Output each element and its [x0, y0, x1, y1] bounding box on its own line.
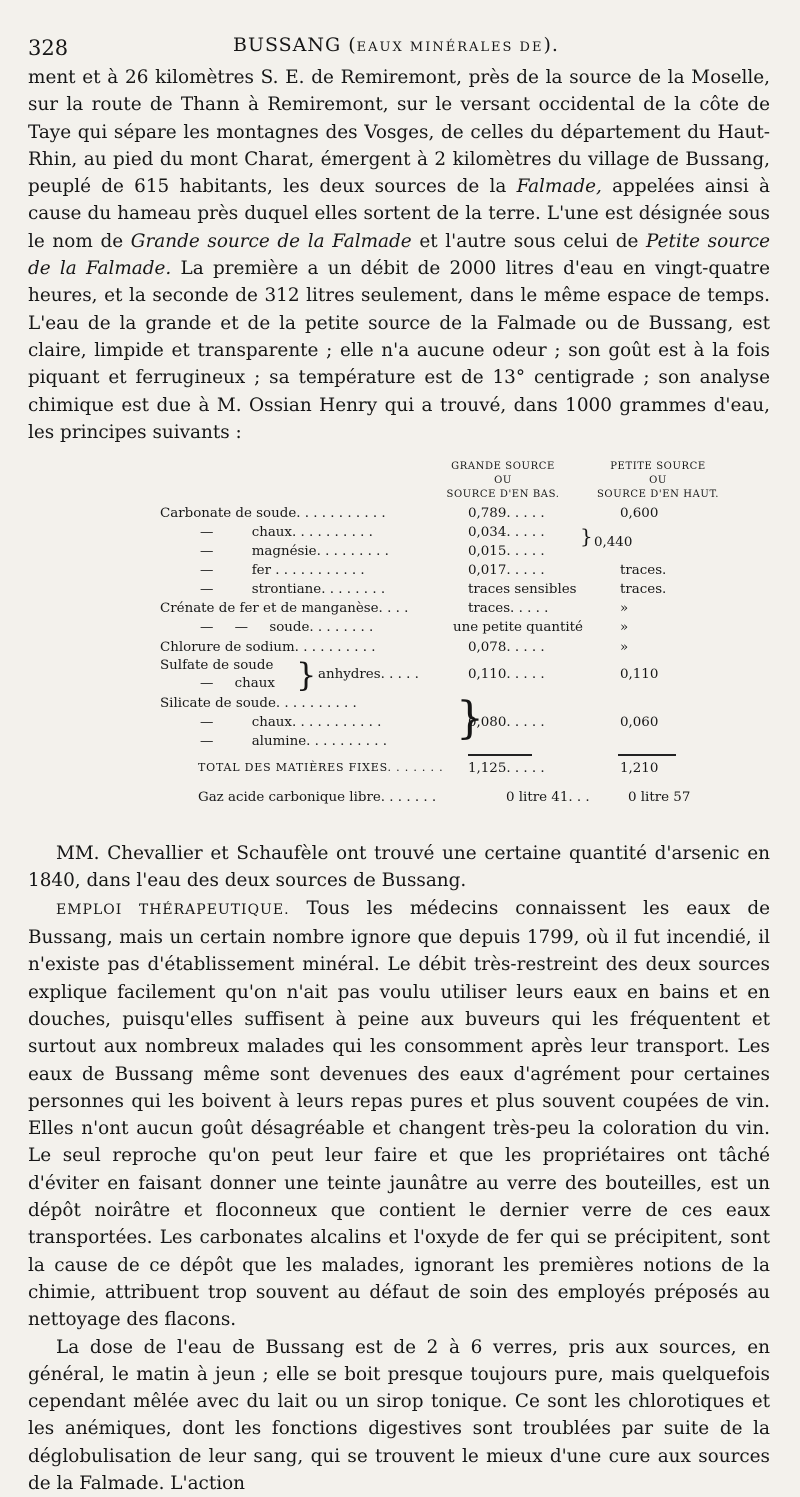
paragraph-emploi-text: Tous les médecins connaissent les eaux de Bussang, mais un certain nombre ignore que depuis 1799, où il fut incendié, il n'existe pas d'établissement minéral. Le débit très-restreint des deux sources explique facilement qu'on n'ait pas voulu utiliser leurs eaux en bains et en douches, puisqu'elles suffisent à peine aux buveurs qui les fréquentent et surtout aux nombreux malades qui les consomment après leur transport. Les eaux de Bussang même sont devenues des eaux d'agrément pour certaines personnes qui les boivent à leurs repas pures et plus souvent coupées de vin. Elles n'ont aucun goût désagréable et changent très-peu la coloration du vin. Le seul reproche qu'on peut leur faire et que les propriétaires ont tâché d'éviter en faisant donner une teinte jaunâtre au verre des bouteilles, est un dépôt noirâtre et floconneux que contient le dernier verre de ces eaux transportées. Les carbonates alcalins et l'oxyde de fer qui se précipitent, sont la cause de ce dépôt que les malades, ignorant les premières notions de la chimie, attribuent trop souvent au défaut de soin des employés préposés au nettoyage des flacons.	[28, 898, 770, 1330]
table-row	[28, 696, 770, 716]
col2-h1: OU	[583, 474, 733, 488]
row-v1: 0,110. . . . .	[468, 667, 545, 682]
row-v2: »	[620, 640, 628, 655]
intro-text-d: La première a un débit de 2000 litres d'eau en vingt-quatre heures, et la seconde de 312 litres seulement, dans le même espace de temps. L'eau de la grande et de la petite source de la Falmade ou de Bussang, est claire, limpide et transparente ; elle n'a aucune odeur ; son goût est à la fois piquant et ferrugineux ; sa température est de 13° centigrade ; son analyse chimique est due à M. Ossian Henry qui a trouvé, dans 1000 grammes d'eau, les principes suivants :	[28, 258, 770, 443]
table-row	[28, 734, 770, 754]
intro-grande: Grande source de la Falmade	[131, 231, 412, 252]
table-row-total	[28, 761, 770, 781]
running-head-main: BUSSANG (	[233, 34, 357, 56]
total-rule	[618, 754, 676, 756]
paragraph-emploi	[28, 895, 770, 1334]
row-v1: traces. . . . .	[468, 601, 548, 616]
row-label: Sulfate de soude	[160, 658, 273, 673]
paragraph-dose: La dose de l'eau de Bussang est de 2 à 6 verres, pris aux sources, en général, le matin à jeun ; elle se boit presque toujours pure, mais quelquefois cependant mêlée avec du lait ou un sirop tonique. Ce sont les chlorotiques et les anémiques, dont les fonctions digestives sont troublées par suite de la déglobulisation de leur sang, qui se trouvent le mieux d'une cure aux sources de la Falmade. L'action	[28, 1334, 770, 1497]
table-row	[28, 544, 770, 564]
total-v1: 1,125. . . . .	[468, 761, 545, 776]
row-v1: 0,015. . . . .	[468, 544, 545, 559]
table-row	[28, 715, 770, 735]
row-label: Silicate de soude. . . . . . . . . .	[160, 696, 357, 711]
analysis-table	[28, 460, 770, 840]
row-v2: 0,600	[620, 506, 658, 521]
col-header-grande	[433, 460, 573, 502]
table-row-gas	[28, 790, 770, 810]
gas-label: Gaz acide carbonique libre. . . . . . .	[198, 790, 436, 805]
row-label: Carbonate de soude. . . . . . . . . . .	[160, 506, 386, 521]
table-row	[28, 525, 770, 545]
gas-v2: 0 litre 57	[628, 790, 690, 805]
table-row	[28, 667, 770, 687]
col1-h0: GRANDE SOURCE	[433, 460, 573, 474]
brace-icon: }	[456, 695, 484, 743]
intro-paragraph	[28, 64, 770, 446]
col2-h0: PETITE SOURCE	[583, 460, 733, 474]
running-head	[233, 34, 559, 56]
gas-v1: 0 litre 41. . .	[506, 790, 590, 805]
row-v1: 0,080. . . . .	[468, 715, 545, 730]
col-header-petite	[583, 460, 733, 502]
table-row	[28, 640, 770, 660]
table-row	[28, 563, 770, 583]
brace-icon: }	[580, 526, 593, 546]
row-label: — — soude. . . . . . . .	[200, 620, 373, 635]
total-v2: 1,210	[620, 761, 658, 776]
total-rule	[468, 754, 532, 756]
table-row	[28, 601, 770, 621]
row-label: Chlorure de sodium. . . . . . . . . .	[160, 640, 376, 655]
col2-h2: SOURCE D'EN HAUT.	[583, 488, 733, 502]
paragraph-arsenic: MM. Chevallier et Schaufèle ont trouvé une certaine quantité d'arsenic en 1840, dans l'eau des deux sources de Bussang.	[28, 840, 770, 895]
page-number: 328	[28, 36, 68, 60]
row-v2: »	[620, 601, 628, 616]
row-v1: 0,017. . . . .	[468, 563, 545, 578]
total-label: TOTAL DES MATIÈRES FIXES. . . . . . .	[198, 761, 443, 774]
intro-falmade: Falmade,	[517, 176, 602, 197]
row-label: — strontiane. . . . . . . .	[200, 582, 385, 597]
row-label: Crénate de fer et de manganèse. . . .	[160, 601, 408, 616]
row-v2: traces.	[620, 563, 666, 578]
intro-text-c: et l'autre sous celui de	[412, 231, 646, 252]
col1-h2: SOURCE D'EN BAS.	[433, 488, 573, 502]
section-heading: EMPLOI THÉRAPEUTIQUE.	[56, 902, 290, 918]
row-label: — fer . . . . . . . . . . .	[200, 563, 365, 578]
row-label: — chaux. . . . . . . . . .	[200, 525, 373, 540]
row-v2: 0,110	[620, 667, 658, 682]
intro-petite: Petite source de la Falmade.	[28, 231, 770, 279]
row-v1: 0,078. . . . .	[468, 640, 545, 655]
intro-text-a: ment et à 26 kilomètres S. E. de Remiremont, près de la source de la Moselle, sur la route de Thann à Remiremont, sur le versant occidental de la côte de Taye qui sépare les montagnes des Vosges, de celles du département du Haut-Rhin, au pied du mont Charat, émergent à 2 kilomètres du village de Bussang, peuplé de 615 habitants, les deux sources de la	[28, 67, 770, 197]
col1-h1: OU	[433, 474, 573, 488]
row-v1: une petite quantité	[453, 620, 583, 635]
row-v1: traces sensibles	[468, 582, 577, 597]
row-v2: »	[620, 620, 628, 635]
row-v2-merged: 0,440	[594, 535, 632, 550]
row-label: — chaux	[200, 676, 275, 691]
table-row	[28, 620, 770, 640]
row-label: anhydres. . . . .	[318, 667, 419, 682]
brace-icon: }	[296, 659, 316, 691]
row-v2: 0,060	[620, 715, 658, 730]
running-head-end: ).	[543, 34, 558, 56]
page-header	[28, 30, 770, 64]
row-label: — alumine. . . . . . . . . .	[200, 734, 387, 749]
row-v2: traces.	[620, 582, 666, 597]
row-v1: 0,034. . . . .	[468, 525, 545, 540]
table-row	[28, 506, 770, 526]
row-label: — magnésie. . . . . . . . .	[200, 544, 389, 559]
row-label: — chaux. . . . . . . . . . .	[200, 715, 381, 730]
table-row	[28, 582, 770, 602]
running-head-small: EAUX MINÉRALES DE	[357, 40, 544, 55]
row-v1: 0,789. . . . .	[468, 506, 545, 521]
intro-text-b: appelées ainsi à cause du hameau près duquel elles sortent de la terre. L'une est désignée sous le nom de	[28, 176, 770, 252]
